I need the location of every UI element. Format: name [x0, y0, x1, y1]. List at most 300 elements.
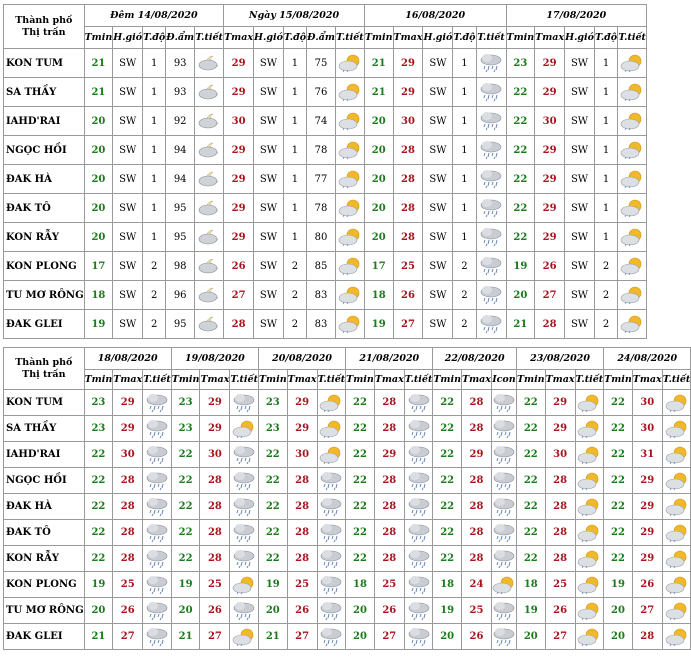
tmin-cell: 20: [84, 598, 113, 624]
tmin-cell: 20: [604, 624, 633, 650]
value-cell: SW: [254, 252, 284, 281]
value-cell: 80: [307, 223, 336, 252]
tmax-cell: 29: [374, 442, 404, 468]
tmin-cell: 21: [171, 624, 200, 650]
tmax-cell: 29: [545, 390, 575, 416]
tmax-cell: 30: [113, 442, 143, 468]
sun-cloud-icon: [662, 520, 691, 546]
city-name: TU MƠ RÔNG: [4, 281, 85, 310]
value-cell: SW: [423, 194, 453, 223]
value-cell: SW: [254, 49, 284, 78]
sun-cloud-icon: [335, 281, 364, 310]
value-cell: 21: [84, 49, 113, 78]
value-cell: SW: [565, 281, 595, 310]
tmin-cell: 20: [258, 598, 287, 624]
city-name: KON PLONG: [4, 572, 85, 598]
tmin-cell: 19: [171, 572, 200, 598]
tmax-cell: 25: [374, 572, 404, 598]
sun-cloud-icon: [618, 194, 647, 223]
value-cell: 27: [535, 281, 565, 310]
value-cell: 21: [506, 310, 535, 339]
tmax-cell: 26: [632, 572, 662, 598]
column-header: H.gió: [423, 27, 453, 49]
rain-icon: [230, 546, 259, 572]
value-cell: 18: [84, 281, 113, 310]
value-cell: 1: [594, 49, 617, 78]
column-header: Tmax: [287, 370, 317, 390]
sun-cloud-icon: [575, 546, 604, 572]
city-name: TU MƠ RÔNG: [4, 598, 85, 624]
value-cell: 29: [393, 78, 423, 107]
sun-cloud-icon: [230, 624, 259, 650]
tmin-cell: 22: [346, 468, 375, 494]
tmin-cell: 22: [433, 494, 462, 520]
table-row: [4, 598, 691, 624]
value-cell: 2: [594, 281, 617, 310]
tmin-cell: 22: [346, 494, 375, 520]
value-cell: 94: [166, 136, 195, 165]
value-cell: 20: [84, 136, 113, 165]
city-name: ĐAK GLEI: [4, 624, 85, 650]
value-cell: 1: [594, 136, 617, 165]
city-name: ĐAK HÀ: [4, 165, 85, 194]
value-cell: 2: [453, 281, 476, 310]
tmin-cell: 22: [604, 468, 633, 494]
value-cell: 1: [143, 165, 166, 194]
date-header: 22/08/2020: [433, 348, 517, 370]
sun-cloud-icon: [575, 624, 604, 650]
city-name: SA THẦY: [4, 78, 85, 107]
rain-icon: [317, 624, 346, 650]
value-cell: 2: [594, 252, 617, 281]
rain-icon: [491, 598, 516, 624]
tmin-cell: 22: [604, 520, 633, 546]
column-header: T.độ: [283, 27, 306, 49]
value-cell: 20: [84, 223, 113, 252]
tmin-cell: 19: [604, 572, 633, 598]
table-row: [4, 107, 647, 136]
tmin-cell: 23: [171, 416, 200, 442]
sun-cloud-icon: [662, 494, 691, 520]
value-cell: SW: [423, 136, 453, 165]
value-cell: 83: [307, 281, 336, 310]
tmin-cell: 19: [258, 572, 287, 598]
city-name: KON PLONG: [4, 252, 85, 281]
value-cell: 29: [535, 136, 565, 165]
value-cell: SW: [254, 281, 284, 310]
column-header: Tmax: [113, 370, 143, 390]
value-cell: 1: [283, 78, 306, 107]
value-cell: 21: [84, 78, 113, 107]
value-cell: SW: [254, 194, 284, 223]
tmin-cell: 22: [171, 520, 200, 546]
column-header: Tmax: [374, 370, 404, 390]
column-header: Tmax: [224, 27, 254, 49]
rain-icon: [491, 546, 516, 572]
sun-cloud-icon: [575, 520, 604, 546]
sun-cloud-icon: [575, 442, 604, 468]
tmax-cell: 29: [632, 494, 662, 520]
rain-icon: [476, 165, 506, 194]
column-header: Tmax: [393, 27, 423, 49]
tmax-cell: 31: [632, 442, 662, 468]
value-cell: 21: [364, 78, 393, 107]
sun-cloud-icon: [618, 78, 647, 107]
tmax-cell: 28: [545, 546, 575, 572]
column-header: T.tiết: [404, 370, 433, 390]
tmax-cell: 28: [462, 520, 492, 546]
sun-cloud-icon: [618, 281, 647, 310]
rain-icon: [404, 546, 433, 572]
table-row: [4, 520, 691, 546]
tmin-cell: 22: [346, 442, 375, 468]
value-cell: 28: [393, 136, 423, 165]
rain-icon: [230, 468, 259, 494]
tmax-cell: 28: [462, 494, 492, 520]
value-cell: 21: [364, 49, 393, 78]
value-cell: 1: [594, 107, 617, 136]
column-header: Tmin: [506, 27, 535, 49]
table-row: [4, 310, 647, 339]
value-cell: 22: [506, 107, 535, 136]
city-name: IAHD'RAI: [4, 442, 85, 468]
column-header: Tmax: [632, 370, 662, 390]
column-header: T.tiết: [618, 27, 647, 49]
tmax-cell: 28: [545, 520, 575, 546]
rain-icon: [476, 194, 506, 223]
value-cell: 19: [364, 310, 393, 339]
sun-cloud-icon: [662, 468, 691, 494]
value-cell: 29: [224, 194, 254, 223]
city-name: ĐAK TÔ: [4, 520, 85, 546]
value-cell: SW: [113, 252, 143, 281]
sun-cloud-icon: [575, 416, 604, 442]
table-row: [4, 468, 691, 494]
tmax-cell: 29: [545, 416, 575, 442]
tmin-cell: 22: [84, 546, 113, 572]
sun-cloud-icon: [662, 572, 691, 598]
rain-icon: [143, 520, 172, 546]
tmax-cell: 29: [462, 442, 492, 468]
value-cell: 93: [166, 49, 195, 78]
tmin-cell: 22: [516, 390, 545, 416]
value-cell: 93: [166, 78, 195, 107]
tmax-cell: 30: [632, 416, 662, 442]
value-cell: 20: [84, 194, 113, 223]
cloud-moon-icon: [195, 136, 224, 165]
rain-icon: [143, 468, 172, 494]
rain-icon: [476, 223, 506, 252]
tmax-cell: 28: [462, 390, 492, 416]
rain-icon: [143, 598, 172, 624]
value-cell: SW: [565, 194, 595, 223]
tmin-cell: 22: [516, 468, 545, 494]
tmax-cell: 30: [287, 442, 317, 468]
tmax-cell: 25: [462, 598, 492, 624]
tmax-cell: 28: [374, 494, 404, 520]
rain-icon: [491, 442, 516, 468]
tmax-cell: 29: [632, 520, 662, 546]
tmax-cell: 26: [545, 598, 575, 624]
column-header: Icon: [491, 370, 516, 390]
cloud-moon-icon: [195, 310, 224, 339]
column-header: T.tiết: [317, 370, 346, 390]
rain-icon: [491, 416, 516, 442]
rain-icon: [491, 390, 516, 416]
rain-icon: [143, 390, 172, 416]
tmax-cell: 25: [545, 572, 575, 598]
city-name: NGỌC HỒI: [4, 468, 85, 494]
tmin-cell: 22: [84, 520, 113, 546]
rain-icon: [230, 520, 259, 546]
value-cell: 20: [506, 281, 535, 310]
tmax-cell: 28: [113, 520, 143, 546]
rain-icon: [476, 49, 506, 78]
column-header: T.tiết: [143, 370, 172, 390]
tmax-cell: 24: [462, 572, 492, 598]
value-cell: 85: [307, 252, 336, 281]
tmin-cell: 19: [433, 598, 462, 624]
value-cell: SW: [113, 281, 143, 310]
value-cell: 1: [143, 78, 166, 107]
table-row: [4, 546, 691, 572]
value-cell: SW: [423, 310, 453, 339]
value-cell: 29: [224, 78, 254, 107]
tmin-cell: 22: [433, 442, 462, 468]
value-cell: SW: [423, 252, 453, 281]
sun-cloud-icon: [662, 390, 691, 416]
tmax-cell: 28: [200, 520, 230, 546]
sun-cloud-icon: [662, 442, 691, 468]
tmin-cell: 22: [171, 494, 200, 520]
sun-cloud-icon: [575, 572, 604, 598]
rain-icon: [404, 390, 433, 416]
tmax-cell: 28: [113, 494, 143, 520]
value-cell: 95: [166, 223, 195, 252]
value-cell: 28: [393, 223, 423, 252]
tmin-cell: 22: [604, 546, 633, 572]
tmin-cell: 22: [171, 442, 200, 468]
value-cell: SW: [254, 107, 284, 136]
tmax-cell: 28: [287, 494, 317, 520]
city-header: Thành phố Thị trấn: [4, 5, 85, 49]
value-cell: 74: [307, 107, 336, 136]
value-cell: 1: [143, 223, 166, 252]
value-cell: SW: [565, 136, 595, 165]
value-cell: 2: [283, 281, 306, 310]
tmax-cell: 29: [287, 390, 317, 416]
rain-icon: [317, 598, 346, 624]
rain-icon: [491, 624, 516, 650]
tmax-cell: 28: [374, 416, 404, 442]
column-header: H.gió: [254, 27, 284, 49]
tmin-cell: 23: [258, 390, 287, 416]
tmax-cell: 28: [545, 468, 575, 494]
column-header: Đ.ẩm: [166, 27, 195, 49]
tmin-cell: 23: [258, 416, 287, 442]
sun-cloud-icon: [618, 49, 647, 78]
value-cell: 30: [393, 107, 423, 136]
value-cell: 20: [364, 107, 393, 136]
tmax-cell: 27: [113, 624, 143, 650]
tmax-cell: 25: [113, 572, 143, 598]
value-cell: SW: [565, 310, 595, 339]
table-row: [4, 223, 647, 252]
tmin-cell: 22: [171, 468, 200, 494]
column-header: T.độ: [453, 27, 476, 49]
rain-icon: [404, 598, 433, 624]
column-header: Tmin: [364, 27, 393, 49]
tmin-cell: 22: [516, 416, 545, 442]
tmax-cell: 28: [462, 468, 492, 494]
date-header: Đêm 14/08/2020: [84, 5, 223, 27]
table-row: [4, 416, 691, 442]
value-cell: 29: [224, 136, 254, 165]
table-row: [4, 194, 647, 223]
value-cell: 22: [506, 165, 535, 194]
tmin-cell: 22: [84, 494, 113, 520]
tmin-cell: 22: [516, 442, 545, 468]
value-cell: 2: [453, 252, 476, 281]
value-cell: SW: [113, 136, 143, 165]
value-cell: 2: [143, 252, 166, 281]
tmin-cell: 18: [433, 572, 462, 598]
value-cell: 1: [453, 136, 476, 165]
table-row: [4, 624, 691, 650]
value-cell: SW: [565, 78, 595, 107]
rain-icon: [230, 494, 259, 520]
value-cell: 20: [84, 107, 113, 136]
sun-cloud-icon: [317, 442, 346, 468]
tmin-cell: 22: [433, 468, 462, 494]
tmax-cell: 27: [287, 624, 317, 650]
table-row: [4, 49, 647, 78]
date-header: 16/08/2020: [364, 5, 506, 27]
sun-cloud-icon: [335, 165, 364, 194]
tmax-cell: 30: [200, 442, 230, 468]
table-row: [4, 390, 691, 416]
rain-icon: [491, 520, 516, 546]
city-name: NGỌC HỒI: [4, 136, 85, 165]
rain-icon: [404, 494, 433, 520]
rain-icon: [476, 78, 506, 107]
sun-cloud-icon: [618, 310, 647, 339]
tmin-cell: 21: [84, 624, 113, 650]
value-cell: 1: [453, 78, 476, 107]
tmax-cell: 28: [200, 494, 230, 520]
column-header: Tmin: [84, 370, 113, 390]
tmin-cell: 22: [346, 546, 375, 572]
value-cell: SW: [423, 49, 453, 78]
value-cell: 30: [535, 107, 565, 136]
value-cell: 22: [506, 194, 535, 223]
sun-cloud-icon: [662, 598, 691, 624]
value-cell: 28: [393, 194, 423, 223]
sun-cloud-icon: [491, 572, 516, 598]
value-cell: 1: [594, 194, 617, 223]
tmin-cell: 18: [346, 572, 375, 598]
value-cell: 98: [166, 252, 195, 281]
tmax-cell: 29: [632, 468, 662, 494]
tmin-cell: 20: [604, 598, 633, 624]
column-header: Tmin: [258, 370, 287, 390]
value-cell: 30: [224, 107, 254, 136]
value-cell: 20: [364, 165, 393, 194]
tmax-cell: 27: [200, 624, 230, 650]
column-header: T.tiết: [230, 370, 259, 390]
date-header: 23/08/2020: [516, 348, 603, 370]
sun-cloud-icon: [335, 136, 364, 165]
value-cell: 29: [535, 223, 565, 252]
column-header: Tmax: [462, 370, 492, 390]
column-header: T.tiết: [662, 370, 691, 390]
sun-cloud-icon: [317, 390, 346, 416]
cloud-moon-icon: [195, 49, 224, 78]
tmax-cell: 28: [200, 468, 230, 494]
tmax-cell: 28: [462, 416, 492, 442]
tmin-cell: 20: [171, 598, 200, 624]
city-name: KON RẪY: [4, 223, 85, 252]
tmin-cell: 22: [433, 520, 462, 546]
tmin-cell: 22: [346, 390, 375, 416]
column-header: T.tiết: [476, 27, 506, 49]
tmax-cell: 28: [374, 520, 404, 546]
tmin-cell: 22: [433, 546, 462, 572]
tmin-cell: 22: [258, 546, 287, 572]
column-header: T.độ: [143, 27, 166, 49]
table-row: [4, 281, 647, 310]
value-cell: 95: [166, 310, 195, 339]
value-cell: 29: [393, 49, 423, 78]
tmin-cell: 22: [258, 468, 287, 494]
tmax-cell: 30: [632, 390, 662, 416]
value-cell: 29: [224, 223, 254, 252]
sun-cloud-icon: [335, 78, 364, 107]
table-row: [4, 165, 647, 194]
tmax-cell: 28: [374, 546, 404, 572]
date-header: 24/08/2020: [604, 348, 691, 370]
value-cell: SW: [113, 310, 143, 339]
date-header: 21/08/2020: [346, 348, 433, 370]
tmin-cell: 22: [604, 390, 633, 416]
tmin-cell: 22: [171, 546, 200, 572]
tmin-cell: 22: [84, 468, 113, 494]
rain-icon: [317, 546, 346, 572]
sun-cloud-icon: [575, 494, 604, 520]
rain-icon: [404, 468, 433, 494]
value-cell: 22: [506, 136, 535, 165]
value-cell: 1: [143, 49, 166, 78]
value-cell: 2: [283, 252, 306, 281]
tmin-cell: 22: [258, 494, 287, 520]
rain-icon: [404, 416, 433, 442]
tmax-cell: 28: [374, 390, 404, 416]
tmin-cell: 22: [346, 520, 375, 546]
value-cell: 20: [364, 194, 393, 223]
rain-icon: [476, 281, 506, 310]
tmin-cell: 21: [258, 624, 287, 650]
value-cell: SW: [113, 194, 143, 223]
sun-cloud-icon: [230, 572, 259, 598]
value-cell: 28: [393, 165, 423, 194]
sun-cloud-icon: [662, 546, 691, 572]
rain-icon: [317, 520, 346, 546]
rain-icon: [404, 572, 433, 598]
tmin-cell: 22: [604, 416, 633, 442]
value-cell: 1: [453, 49, 476, 78]
tmin-cell: 22: [433, 416, 462, 442]
date-header: 17/08/2020: [506, 5, 647, 27]
